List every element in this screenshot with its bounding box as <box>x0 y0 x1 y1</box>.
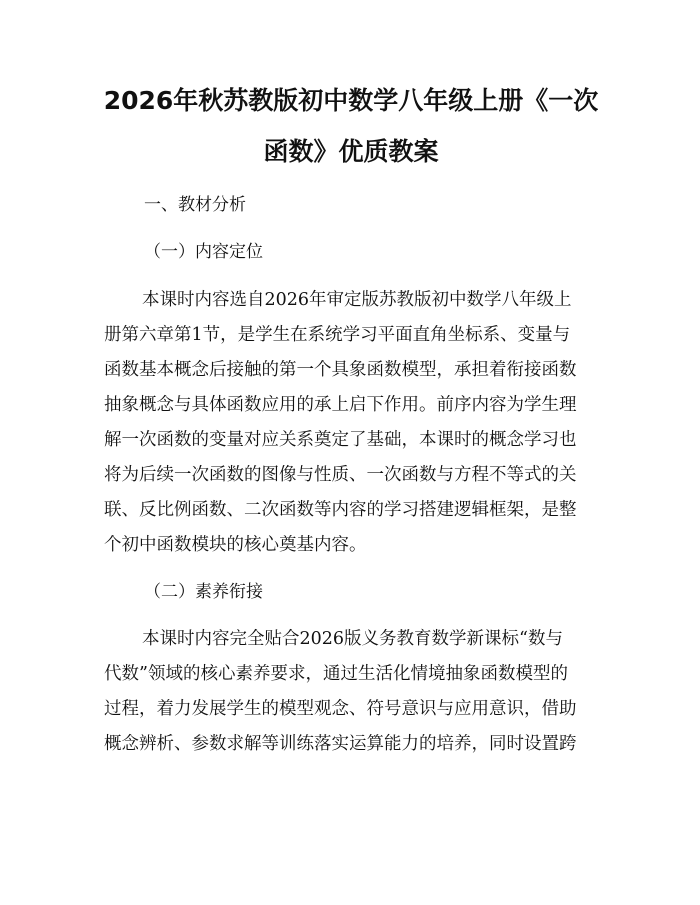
paragraph-line: 本课时内容完全贴合2026版义务教育数学新课标“数与 <box>142 629 563 649</box>
paragraph-line: 本课时内容选自2026年审定版苏教版初中数学八年级上 <box>142 290 572 310</box>
paragraph-line: 联、反比例函数、二次函数等内容的学习搭建逻辑框架，是整 <box>104 500 577 520</box>
paragraph-line: 概念辨析、参数求解等训练落实运算能力的培养，同时设置跨 <box>104 734 577 754</box>
section-heading-teaching-material-analysis: 一、教材分析 <box>144 195 246 215</box>
document-title-line-1: 2026年秋苏教版初中数学八年级上册《一次 <box>103 86 599 115</box>
paragraph-line: 过程，着力发展学生的模型观念、符号意识与应用意识，借助 <box>104 699 577 719</box>
paragraph-line: 个初中函数模块的核心奠基内容。 <box>104 535 367 555</box>
paragraph-line: 将为后续一次函数的图像与性质、一次函数与方程不等式的关 <box>104 465 577 485</box>
paragraph-line: 代数”领域的核心素养要求，通过生活化情境抽象函数模型的 <box>104 664 568 684</box>
paragraph-line: 册第六章第1节，是学生在系统学习平面直角坐标系、变量与 <box>104 325 571 345</box>
paragraph-line: 函数基本概念后接触的第一个具象函数模型，承担着衔接函数 <box>104 360 577 380</box>
paragraph-line: 解一次函数的变量对应关系奠定了基础，本课时的概念学习也 <box>104 430 577 450</box>
subsection-heading-literacy-connection: （二）素养衔接 <box>144 582 263 602</box>
document-title-line-2: 函数》优质教案 <box>263 137 439 166</box>
subsection-heading-content-positioning: （一）内容定位 <box>144 242 263 262</box>
paragraph-line: 抽象概念与具体函数应用的承上启下作用。前序内容为学生理 <box>104 395 577 415</box>
